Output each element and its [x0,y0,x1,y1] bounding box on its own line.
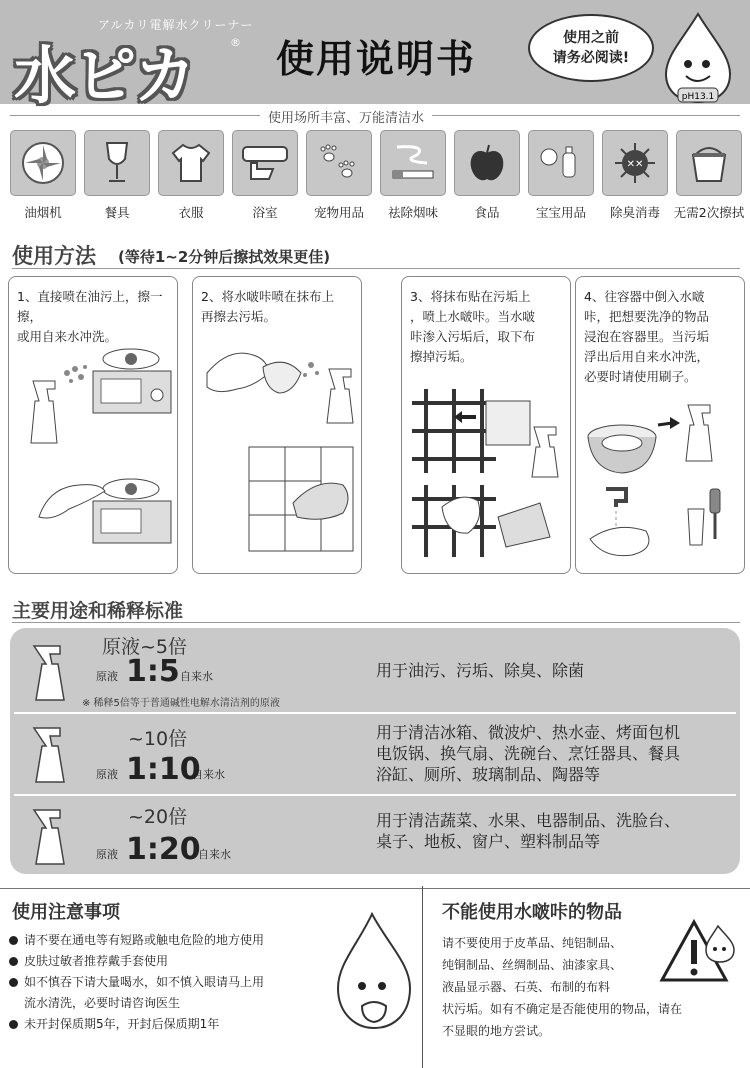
registered-mark: ® [230,36,241,49]
category-label: 食品 [474,205,500,220]
ratio-water-label: 自来水 [180,670,213,683]
not-for-line: 请不要使用于皮革品、纯铝制品、 [442,936,623,950]
step-line: 2、将水啵咔喷在抹布上 [201,289,334,304]
mascot-drop-icon [326,910,420,1040]
brand-logo: 水ピカ [14,39,195,112]
bucket-icon [676,130,742,196]
ratio-yuan-label: 原液 [96,670,118,683]
page-title: 使用说明书 [276,37,477,81]
bathroom-icon [232,130,298,196]
dilution-row [10,628,740,712]
step-card [575,276,745,574]
divider [12,268,740,269]
usage-line: 电饭锅、换气扇、洗碗台、烹饪器具、餐具 [376,744,681,763]
spray-bottle-icon [32,806,72,868]
category-label: 祛除烟味 [387,205,438,220]
usage-line: 桌子、地板、窗户、塑料制品等 [376,832,601,851]
ratio-yuan-label: 原液 [96,768,118,781]
step-card [8,276,178,574]
divider [12,622,740,623]
baby-items-icon [528,130,594,196]
step-line: ，喷上水啵咔。当水啵 [410,309,536,324]
step-line: 擦掉污垢。 [410,349,473,364]
ratio-yuan-label: 原液 [96,848,118,861]
not-for-title: 不能使用水啵咔的物品 [442,902,622,923]
step-text [584,287,738,387]
usage-line: 用于清洁冰箱、微波炉、热水壶、烤面包机 [376,723,681,742]
svg-text:✕✕: ✕✕ [626,159,644,170]
not-for-line: 液晶显示器、石英、布制的布料 [442,980,611,994]
step-text [201,287,355,327]
ratio-water-label: 自来水 [192,768,225,781]
usage-description [376,810,736,852]
cautions-list [8,930,328,1035]
t-shirt-icon [158,130,224,196]
category-smoke [380,130,446,221]
usage-hint: (等待1~2分钟后擦拭效果更佳) [118,248,331,266]
speech-bubble [528,14,654,82]
category-label: 宝宝用品 [535,205,586,220]
step-line: 咔渗入污垢后，取下布 [410,329,536,344]
step-line: 或用自来水冲洗。 [17,329,118,344]
ratio-note: ※ 稀释5倍等于普通碱性电解水清洁剂的原液 [82,698,280,709]
step-text [410,287,564,367]
cautions-title: 使用注意事项 [12,902,120,923]
step-line: 浮出后用自来水冲洗， [584,349,710,364]
category-baby [528,130,594,221]
category-tableware [84,130,150,221]
step-text [17,287,171,347]
spray-bottle-icon [32,724,72,786]
step-line: 再擦去污垢。 [201,309,277,324]
category-no-rewipe [673,130,745,221]
mascot-tag: pH13.1 [681,92,715,102]
category-label: 无需2次擦拭 [673,205,745,220]
warning-triangle-icon [654,914,744,984]
step-line: 3、将抹布贴在污垢上 [410,289,531,304]
usage-description [376,722,736,785]
step-line: 4、往容器中倒入水啵 [584,289,705,304]
category-range-hood [10,130,76,221]
usage-line: 浴缸、厕所、玻璃制品、陶器等 [376,765,601,784]
step-line: 咔，把想要洗净的物品 [584,309,710,324]
brand-katakana: アルカリ電解水クリーナー [98,18,254,32]
ratio-name: 原液~5倍 [102,636,188,658]
dilution-table [10,628,740,874]
ratio-name: ~20倍 [128,806,188,828]
step-card [401,276,571,574]
category-label: 衣服 [178,205,204,220]
caution-item: 请不要在通电等有短路或触电危险的地方使用 [8,930,328,951]
subtitle-text: 使用场所丰富、万能清洁水 [260,107,432,126]
range-hood-fan-icon [10,130,76,196]
category-bathroom [232,130,298,221]
ratio-value: 1:10 [126,752,201,787]
category-label: 宠物用品 [313,205,364,220]
dilution-title: 主要用途和稀释标准 [12,600,184,622]
category-label: 餐具 [104,205,130,220]
caution-item: 未开封保质期5年，开封后保质期1年 [8,1014,328,1035]
step-line: 浸泡在容器里。当污垢 [584,329,710,344]
not-for-line: 纯铜制品、丝绸制品、油漆家具、 [442,958,623,972]
mascot-drop-icon [652,10,744,104]
step-line: 必要时请使用刷子。 [584,369,697,384]
wine-glass-icon [84,130,150,196]
usage-steps [8,276,748,576]
category-label: 浴室 [252,205,278,220]
usage-line: 用于清洁蔬菜、水果、电器制品、洗脸台、 [376,811,681,830]
apple-icon [454,130,520,196]
bubble-line-2: 请务必阅读! [552,50,630,66]
bottom-section [0,880,750,1068]
not-for-line: 不显眼的地方尝试。 [442,1024,551,1038]
germ-icon [602,130,668,196]
ratio-value: 1:20 [126,832,201,867]
spray-bottle-icon [32,642,72,704]
ratio-value: 1:5 [126,654,180,689]
caution-item: 皮肤过敏者推荐戴手套使用 [8,951,328,972]
category-deodorize [602,130,668,221]
paw-prints-icon [306,130,372,196]
category-clothes [158,130,224,221]
usage-title: 使用方法 [12,244,96,268]
category-label: 除臭消毒 [609,205,660,220]
dilution-row [10,796,740,874]
dilution-row [10,714,740,794]
ratio-name: ~10倍 [128,728,188,750]
usage-line: 用于油污、污垢、除臭、除菌 [376,661,585,680]
subtitle-bar [0,104,750,128]
category-food [454,130,520,221]
bubble-line-1: 使用之前 [563,30,619,46]
cigarette-icon [380,130,446,196]
divider [422,886,423,1068]
usage-description [376,660,736,681]
step-line: 1、直接喷在油污上，擦一擦， [17,289,163,324]
divider [0,888,750,889]
caution-item-continued: 流水清洗，必要时请咨询医生 [24,996,181,1010]
not-for-line: 状污垢。如有不确定是否能使用的物品，请在 [442,1002,683,1016]
category-pet [306,130,372,221]
step-card [192,276,362,574]
header-banner [0,0,750,112]
ratio-water-label: 自来水 [198,848,231,861]
category-label: 油烟机 [24,205,62,220]
caution-item: 如不慎吞下请大量喝水，如不慎入眼请马上用 [8,972,328,993]
